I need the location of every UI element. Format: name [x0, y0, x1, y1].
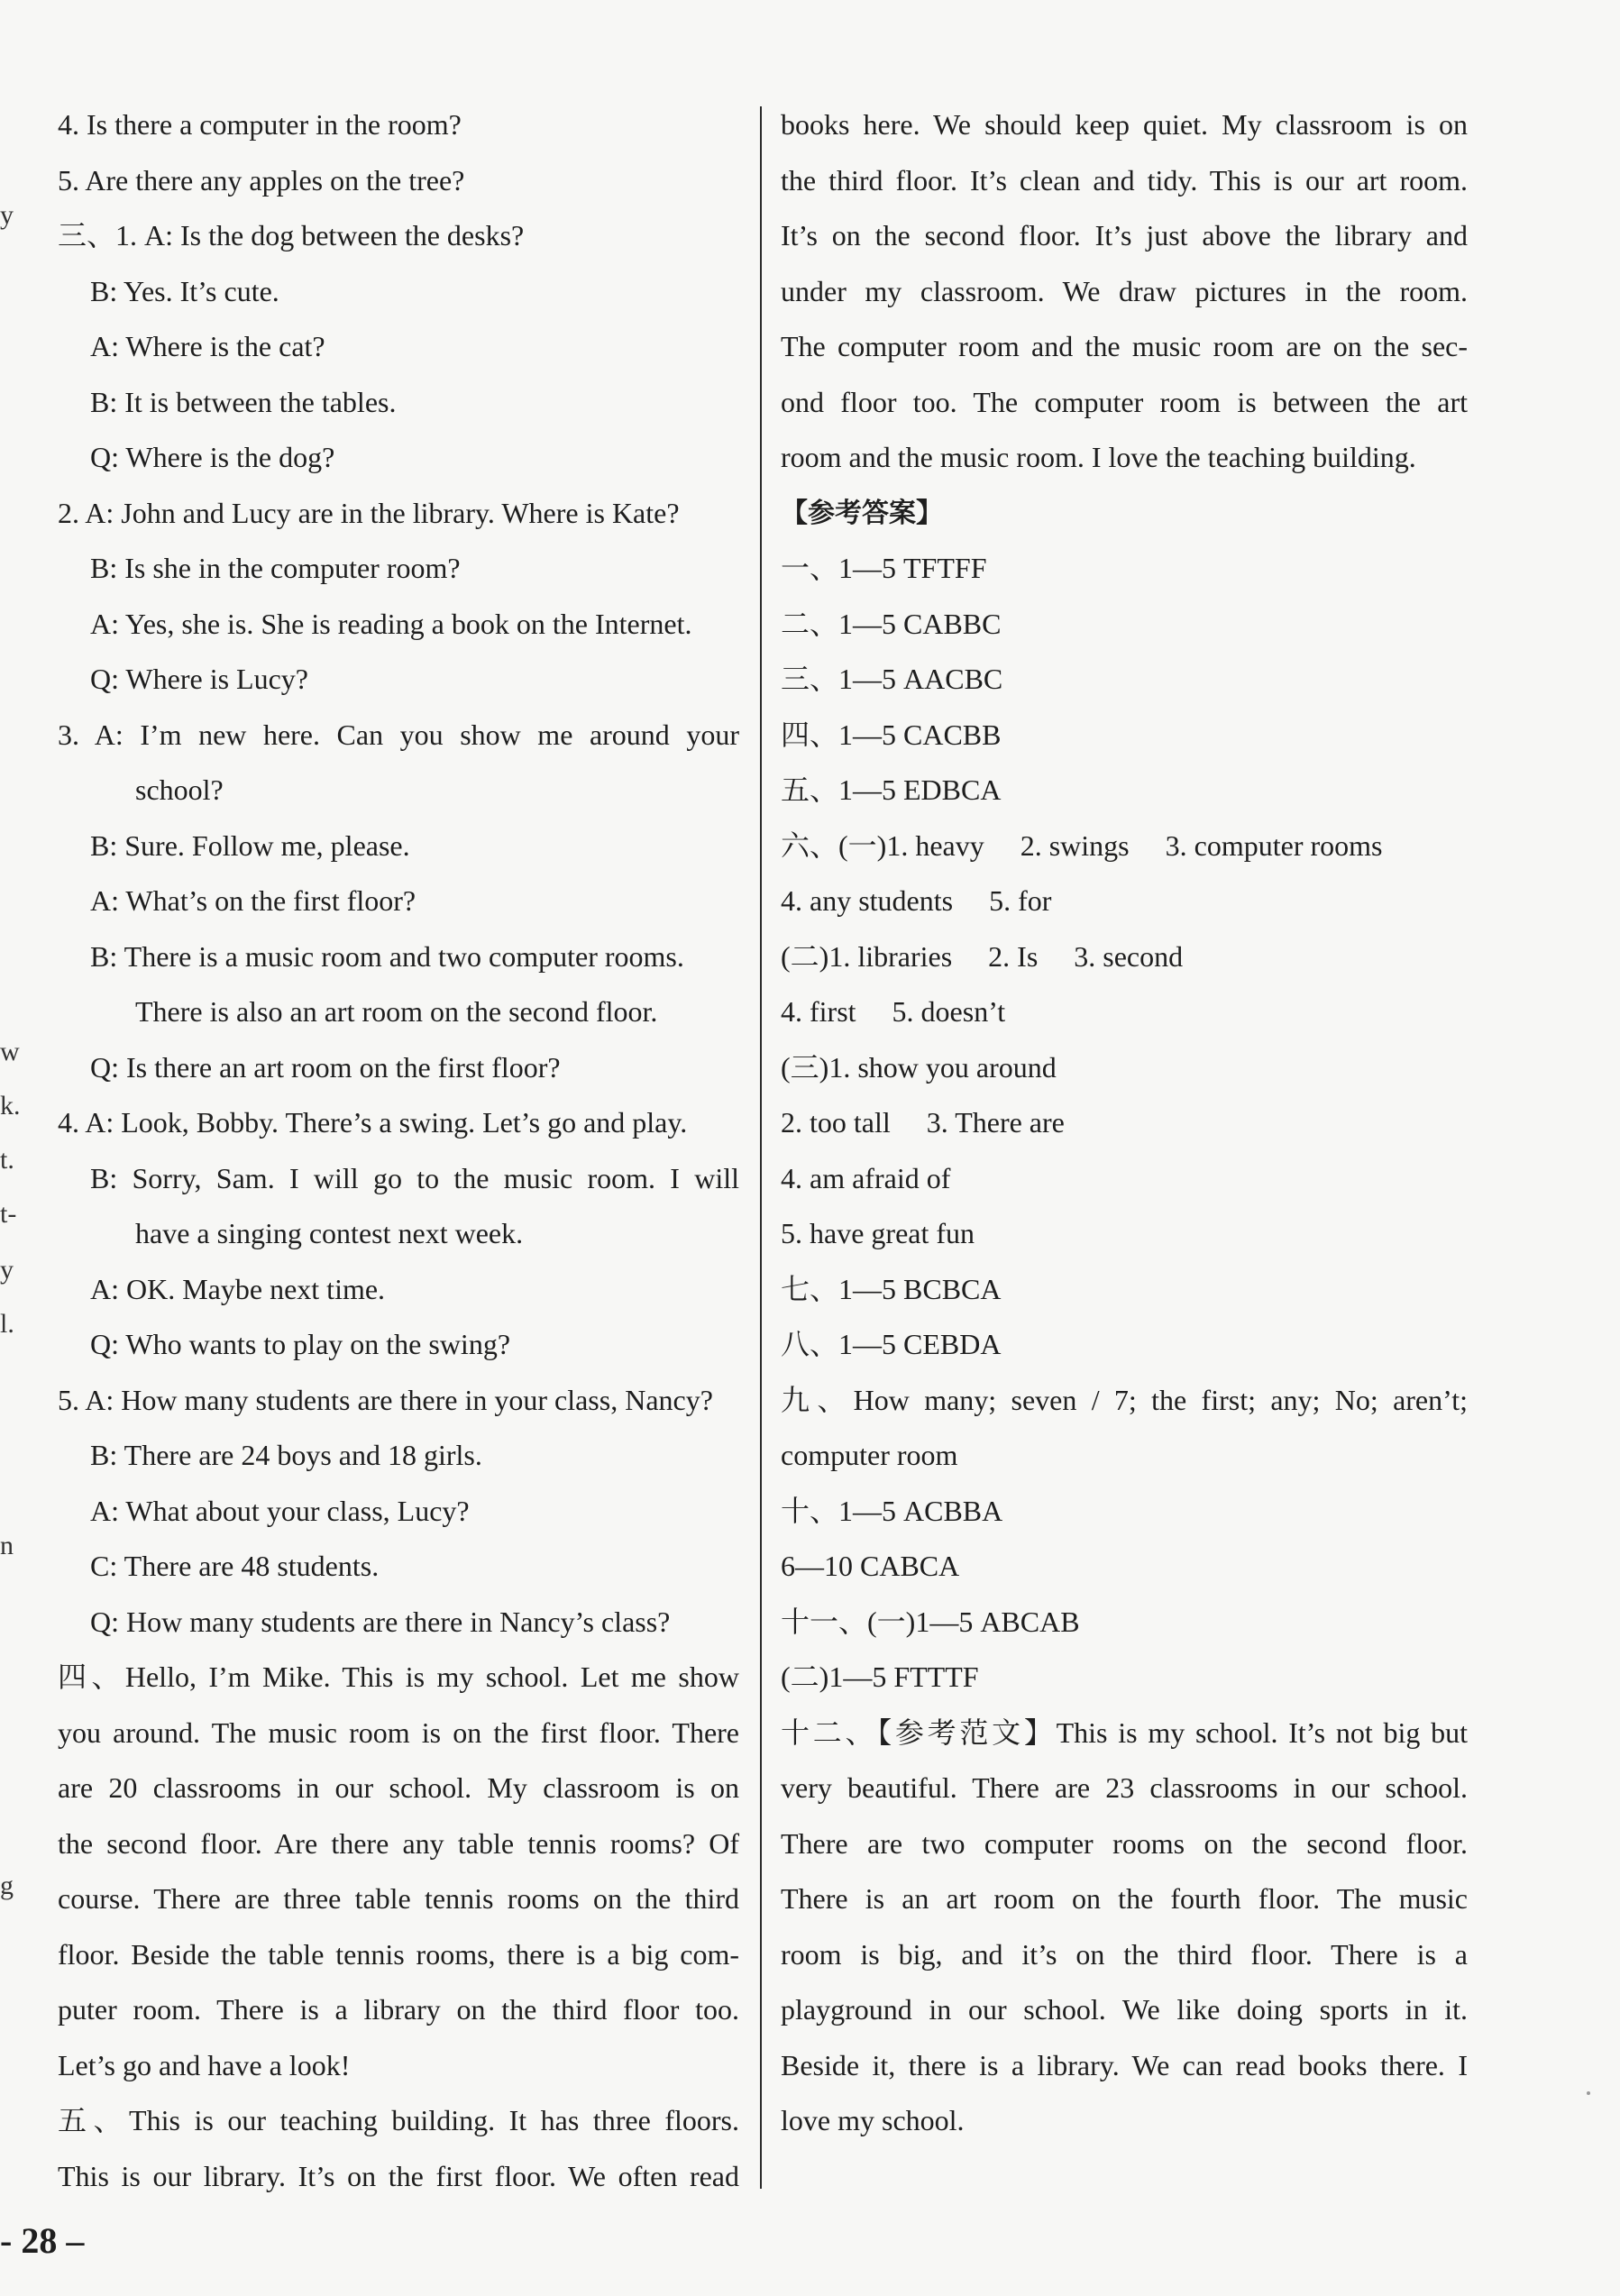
paragraph-line: Let’s go and have a look!: [58, 2048, 351, 2081]
answer-line: 4. first 5. doesn’t: [781, 995, 1006, 1028]
dialogue-line: B: There are 24 boys and 18 girls.: [90, 1439, 482, 1471]
dialogue-line: have a singing contest next week.: [135, 1217, 524, 1249]
answer-line: 4. am afraid of: [781, 1161, 951, 1194]
margin-fragment: w: [0, 1037, 20, 1066]
answer-line: 一、1—5 TFTFF: [781, 552, 987, 584]
answer-line: 四、1—5 CACBB: [781, 718, 1002, 751]
paragraph-line: floor. Beside the table tennis rooms, there is a big com-: [58, 1937, 739, 1971]
answer-line: 5. have great fun: [781, 1217, 975, 1249]
dialogue-line: B: Is she in the computer room?: [90, 552, 461, 584]
paragraph-line: the third floor. It’s clean and tidy. This is our art room.: [781, 163, 1468, 197]
question-line: Q: Who wants to play on the swing?: [90, 1328, 511, 1360]
answer-line: (三)1. show you around: [781, 1050, 1057, 1084]
margin-fragment: y: [0, 1255, 14, 1285]
dialogue-line: 3. A: I’m new here. Can you show me around your: [58, 718, 739, 751]
answer-line: (二)1. libraries 2. Is 3. second: [781, 939, 1184, 973]
right-column: [781, 97, 1468, 2149]
section-line: 三、1. A: Is the dog between the desks?: [58, 219, 525, 252]
paragraph-line: the second floor. Are there any table tennis rooms? Of: [58, 1826, 739, 1860]
dialogue-line: B: Sorry, Sam. I will go to the music room. I will: [90, 1161, 739, 1194]
dialogue-line: B: It is between the tables.: [90, 385, 397, 418]
paragraph-line: The computer room and the music room are on the sec-: [781, 330, 1468, 362]
answer-line: 五、1—5 EDBCA: [781, 773, 1002, 806]
text-line: 5. Are there any apples on the tree?: [58, 163, 465, 197]
sample-essay-line: love my school.: [781, 2104, 965, 2136]
margin-fragment: n: [0, 1531, 14, 1560]
margin-fragment: g: [0, 1871, 14, 1900]
margin-fragment: y: [0, 200, 14, 230]
dialogue-line: B: Yes. It’s cute.: [90, 274, 279, 307]
section-line: 四、Hello, I’m Mike. This is my school. Let me show: [58, 1660, 739, 1693]
sample-essay-line: There is an art room on the fourth floor. The music: [781, 1882, 1468, 1915]
dialogue-line: B: There is a music room and two computer rooms.: [90, 939, 684, 973]
dialogue-line: school?: [135, 773, 224, 806]
answer-line: 七、1—5 BCBCA: [781, 1272, 1002, 1305]
sample-essay-line: very beautiful. There are 23 classrooms in our school.: [781, 1771, 1468, 1804]
dialogue-line: A: What’s on the first floor?: [90, 884, 416, 917]
answer-line: 九、How many; seven / 7; the first; any; No; aren’t;: [781, 1383, 1468, 1416]
answer-line: 十、1—5 ACBBA: [781, 1494, 1003, 1527]
left-column: [58, 97, 739, 2204]
dialogue-line: 4. A: Look, Bobby. There’s a swing. Let’s go and play.: [58, 1106, 688, 1139]
paragraph-line: ond floor too. The computer room is between the art: [781, 385, 1468, 418]
dialogue-line: C: There are 48 students.: [90, 1550, 380, 1582]
answer-line: 6—10 CABCA: [781, 1550, 960, 1582]
dialogue-line: A: Yes, she is. She is reading a book on the Internet.: [90, 607, 692, 640]
paragraph-line: under my classroom. We draw pictures in the room.: [781, 274, 1468, 307]
dialogue-line: A: OK. Maybe next time.: [90, 1272, 386, 1305]
sample-essay-line: room is big, and it’s on the third floor. There is a: [781, 1937, 1468, 1971]
question-line: Q: How many students are there in Nancy’s class?: [90, 1605, 671, 1638]
answer-line: 三、1—5 AACBC: [781, 663, 1003, 695]
sample-essay-line: There are two computer rooms on the second floor.: [781, 1826, 1468, 1860]
question-line: Q: Where is Lucy?: [90, 663, 308, 695]
answer-line: 六、(一)1. heavy 2. swings 3. computer rooms: [781, 828, 1383, 862]
print-speck: [1587, 2091, 1590, 2095]
question-line: Q: Where is the dog?: [90, 441, 335, 473]
paragraph-line: you around. The music room is on the first floor. There: [58, 1715, 739, 1749]
text-line: 4. Is there a computer in the room?: [58, 108, 462, 141]
section-line: 五、This is our teaching building. It has three floors.: [58, 2104, 739, 2136]
margin-fragment: t.: [0, 1145, 14, 1175]
paragraph-line: room and the music room. I love the teaching building.: [781, 441, 1416, 473]
margin-fragment: t-: [0, 1199, 17, 1229]
sample-essay-line: playground in our school. We like doing sports in it.: [781, 1993, 1468, 2026]
answer-line: 二、1—5 CABBC: [781, 607, 1002, 640]
answer-line: 十一、(一)1—5 ABCAB: [781, 1605, 1080, 1638]
answer-line: 4. any students 5. for: [781, 884, 1052, 917]
dialogue-line: 5. A: How many students are there in your class, Nancy?: [58, 1383, 713, 1416]
answer-line: 2. too tall 3. There are: [781, 1106, 1065, 1139]
question-line: Q: Is there an art room on the first floor?: [90, 1050, 561, 1084]
paragraph-line: puter room. There is a library on the third floor too.: [58, 1993, 739, 2026]
dialogue-line: There is also an art room on the second floor.: [135, 995, 658, 1028]
sample-essay-line: Beside it, there is a library. We can read books there. I: [781, 2048, 1468, 2081]
paragraph-line: This is our library. It’s on the first floor. We often read: [58, 2159, 739, 2192]
paragraph-line: books here. We should keep quiet. My classroom is on: [781, 108, 1468, 141]
dialogue-line: A: What about your class, Lucy?: [90, 1494, 470, 1527]
margin-fragment: k.: [0, 1091, 21, 1121]
answer-line: (二)1—5 FTTTF: [781, 1660, 979, 1693]
dialogue-line: A: Where is the cat?: [90, 330, 325, 362]
answer-key-heading: 【参考答案】: [781, 497, 943, 529]
column-divider: [760, 106, 762, 2189]
margin-fragment: l.: [0, 1309, 14, 1339]
sample-essay-line: 十二、【参考范文】This is my school. It’s not big but: [781, 1715, 1468, 1749]
paragraph-line: course. There are three table tennis rooms on the third: [58, 1882, 739, 1915]
answer-line: computer room: [781, 1439, 958, 1471]
page-number: - 28 –: [0, 2220, 85, 2261]
dialogue-line: B: Sure. Follow me, please.: [90, 828, 410, 862]
paragraph-line: are 20 classrooms in our school. My classroom is on: [58, 1771, 739, 1804]
answer-line: 八、1—5 CEBDA: [781, 1328, 1002, 1360]
dialogue-line: 2. A: John and Lucy are in the library. Where is Kate?: [58, 496, 680, 529]
paragraph-line: It’s on the second floor. It’s just above the library and: [781, 219, 1468, 252]
